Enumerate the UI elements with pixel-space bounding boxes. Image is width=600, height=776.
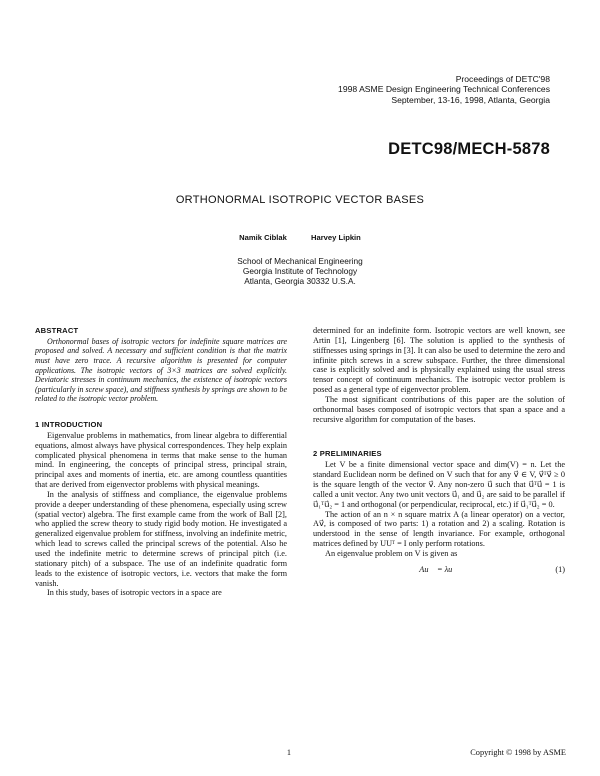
paragraph: Eigenvalue problems in mathematics, from linear algebra to differential equations, almost always have physical correspondences. They help explain complicated physical phenomena in terms that make sense to the human mind. In engineering, the concepts of principal stress, principal strain, principal axes and moments of inertia, etc. are among countless quantities that are derived from eigenvector problems with physical meanings. [35, 430, 287, 490]
authors [0, 233, 600, 242]
equation-number: (1) [555, 564, 565, 574]
paper-id: DETC98/MECH-5878 [388, 140, 550, 158]
paragraph: In the analysis of stiffness and compliance, the eigenvalue problems provide a deeper understanding of these phenomena, especially using screw (spatial vector) algebra. The first example came from the work of Ball [2], who applied the screw theory to study rigid body motion. He investigated a generalized eigenvalue problem for stiffness, involving an indefinite metric, which lead to screws called the principal screws of the potential. Also he used the indefinite metric to determine screws of principal pitch (i.e. stationary pitch) of a subspace. The use of an indefinite quadratic form leads to the existence of isotropic vectors, i.e. vectors that make the form vanish. [35, 489, 287, 588]
right-column [313, 326, 565, 578]
paragraph: determined for an indefinite form. Isotropic vectors are well known, see Artin [1], Lingenberg [6]. The solution is applied to the synthesis of stiffnesses using springs in [3]. It can also be used to determine the zero and infinite pitch screws in a screw subspace. Further, the three dimensional case is explicitly solved and is physically explained using the usual stress tensor concept of continuum mechanics. The isotropic vector problem is posed as a general type of eigenvector problem. [313, 326, 565, 395]
affiliation-line: School of Mechanical Engineering [237, 256, 363, 266]
equation-1 [313, 565, 565, 578]
affiliation-line: Atlanta, Georgia 30332 U.S.A. [244, 276, 356, 287]
paper-title: ORTHONORMAL ISOTROPIC VECTOR BASES [175, 194, 425, 206]
author-name: Harvey Lipkin [311, 233, 361, 242]
paragraph: The action of an n × n square matrix A (a linear operator) on a vector, Av⃗, is composed of two parts: 1) a rotation and 2) a scaling. Rotation is understood in the sense of length invariance. For example, orthogonal matrices defined by UUᵀ = I only perform rotations. [313, 509, 565, 549]
paragraph: Let V be a finite dimensional vector space and dim(V) = n. Let the standard Euclidean norm be defined on V such that for any v⃗ ∈ V, v⃗ᵀv⃗ ≥ 0 is the square length of the vector v⃗. Any non-zero u⃗ such that u⃗ᵀu⃗ = 1 is called a unit vector. Any two unit vectors u⃗₁ and u⃗₂ are said to be parallel if u⃗₁ᵀu⃗₂ = 1 and orthogonal (or perpendicular, reciprocal, etc.) if u⃗₁ᵀu⃗₂ = 0. [313, 460, 565, 509]
proceedings-line: Proceedings of DETC'98 [455, 74, 550, 84]
proceedings-header [220, 74, 550, 105]
introduction-heading: 1 INTRODUCTION [35, 420, 103, 429]
conference-line: 1998 ASME Design Engineering Technical Conferences [338, 84, 550, 95]
affiliation [0, 256, 600, 287]
page-number: 1 [286, 748, 292, 757]
paragraph: In this study, bases of isotropic vectors in a space are [47, 588, 222, 598]
abstract-text: Orthonormal bases of isotropic vectors for indefinite square matrices are proposed and solved. A necessary and sufficient condition is that the matrix must have zero trace. A recursive algorithm is presented for computer applications. The isotropic vectors of 3×3 matrices are solved explicitly. Deviatoric stresses in continuum mechanics, the existence of isotropic vectors (particularly in screw space), and stiffness synthesis by springs are shown to be related to the isotropic vector problem. [35, 336, 287, 404]
preliminaries-heading: 2 PRELIMINARIES [313, 449, 382, 459]
date-location-line: September, 13-16, 1998, Atlanta, Georgia [391, 94, 550, 105]
paragraph: An eigenvalue problem on V is given as [325, 548, 458, 558]
author-name: Namik Ciblak [239, 233, 287, 242]
paragraph: The most significant contributions of this paper are the solution of orthonormal bases composed of isotropic vectors that span a space and a recursive algorithm for computation of the bases. [313, 394, 565, 424]
left-column [35, 326, 287, 598]
affiliation-line: Georgia Institute of Technology [242, 266, 358, 277]
equation-expression: Au⃗ = λu⃗ [419, 564, 459, 574]
abstract-heading: ABSTRACT [35, 326, 79, 335]
copyright-notice: Copyright © 1998 by ASME [470, 748, 566, 757]
